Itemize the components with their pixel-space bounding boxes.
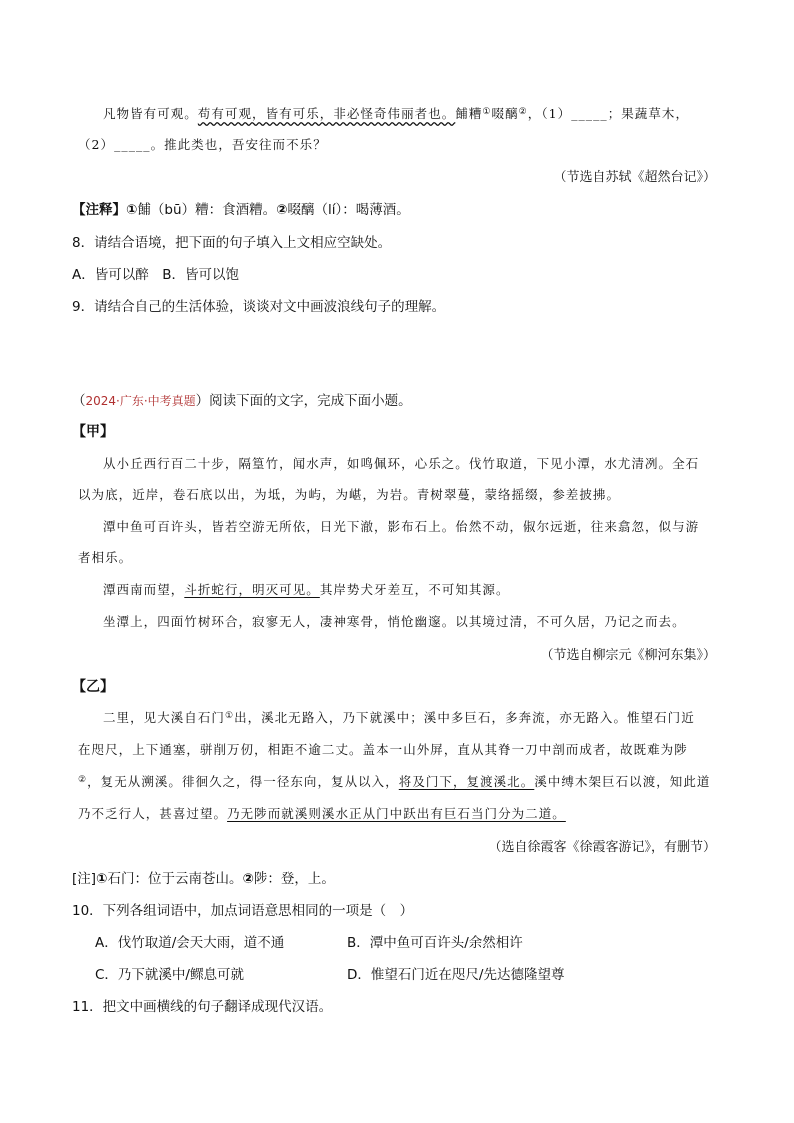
question-10: 10．下列各组词语中，加点词语意思相同的一项是（ ） bbox=[72, 903, 414, 919]
jia-source: （节选自柳宗元《柳河东集》） bbox=[540, 648, 716, 663]
yi-line2: 在咫尺，上下通塞，骈削万仞，相距不逾二丈。盖本一山外屏，直从其脊一刀中剖而成者，故既难为陟 bbox=[78, 742, 688, 757]
q10-option-d: D．惟望石门近在咫尺/先达德隆望尊 bbox=[347, 967, 565, 983]
yi-line1: 二里，见大溪自石门①出，溪北无路入，乃下就溪中；溪中多巨石，多奔流，亦无路入。惟望石门近 bbox=[103, 710, 695, 725]
q10-option-b: B．潭中鱼可百许头/余然相许 bbox=[347, 935, 523, 951]
jia-p4: 坐潭上，四面竹树环合，寂寥无人，凄神寒骨，悄怆幽邃。以其境过清，不可久居，乃记之而去。 bbox=[103, 614, 686, 629]
blank-2: _____ bbox=[114, 137, 151, 152]
jia-p2-line2: 者相乐。 bbox=[78, 550, 133, 565]
question-11: 11．把文中画横线的句子翻译成现代汉语。 bbox=[72, 999, 333, 1015]
passage1-source: （节选自苏轼《超然台记》） bbox=[553, 170, 716, 185]
note1: 【注释】①餔（bū）糟：食酒糟。②啜醨（lí）：喝薄酒。 bbox=[72, 202, 410, 218]
jia-p1-line1: 从小丘西行百二十步，隔篁竹，闻水声，如鸣佩环，心乐之。伐竹取道，下见小潭，水尤清冽。全石 bbox=[103, 456, 700, 471]
question-9: 9．请结合自己的生活体验，谈谈对文中画波浪线句子的理解。 bbox=[72, 299, 446, 315]
question-8: 8．请结合语境，把下面的句子填入上文相应空缺处。 bbox=[72, 235, 392, 251]
q10-option-c: C．乃下就溪中/鳏息可就 bbox=[95, 967, 244, 983]
passage1-line1: 凡物皆有可观。苟有可观，皆有可乐，非必怪奇伟丽者也。餔糟①啜醨②，（1）_____；果蔬草木， bbox=[103, 106, 689, 121]
note2: [注]①石门：位于云南苍山。②陟：登，上。 bbox=[72, 871, 335, 887]
yi-source: （选自徐霞客《徐霞客游记》，有删节） bbox=[488, 840, 716, 855]
passage-yi-label: 【乙】 bbox=[72, 679, 114, 695]
exam-source-tag: 2024·广东·中考真题 bbox=[85, 394, 196, 408]
yi-line3: ②，复无从溯溪。徘徊久之，得一径东向，复从以入，将及门下，复渡溪北。溪中缚木架巨石以渡，知此道 bbox=[78, 774, 711, 789]
section2-heading: （2024·广东·中考真题）阅读下面的文字，完成下面小题。 bbox=[72, 393, 412, 409]
jia-p3: 潭西南而望，斗折蛇行，明灭可见。其岸势犬牙差互，不可知其源。 bbox=[103, 582, 510, 597]
underlined-sentence: 将及门下，复渡溪北。 bbox=[398, 774, 535, 789]
blank-1: _____ bbox=[571, 106, 608, 121]
wavy-underlined-sentence: 苟有可观，皆有可乐，非必怪奇伟丽者也。 bbox=[197, 106, 456, 121]
jia-p2-line1: 潭中鱼可百许头，皆若空游无所依，日光下澈，影布石上。佁然不动，俶尔远逝，往来翕忽，似与游 bbox=[103, 519, 700, 534]
question-8-options: A．皆可以醉 B．皆可以饱 bbox=[72, 267, 239, 283]
passage1-line2: （2）_____。推此类也，吾安往而不乐？ bbox=[78, 137, 327, 152]
yi-line4: 乃不乏行人，甚喜过望。乃无陟而就溪则溪水正从门中跃出有巨石当门分为二道。 bbox=[78, 806, 566, 821]
jia-p1-line2: 以为底，近岸，卷石底以出，为坻，为屿，为嵁，为岩。青树翠蔓，蒙络摇缀，参差披拂。 bbox=[78, 487, 621, 502]
underlined-sentence: 斗折蛇行，明灭可见。 bbox=[184, 582, 320, 597]
passage-jia-label: 【甲】 bbox=[72, 424, 114, 440]
underlined-sentence: 乃无陟而就溪则溪水正从门中跃出有巨石当门分为二道。 bbox=[227, 806, 566, 821]
q10-option-a: A．伐竹取道/会天大雨，道不通 bbox=[95, 935, 285, 951]
